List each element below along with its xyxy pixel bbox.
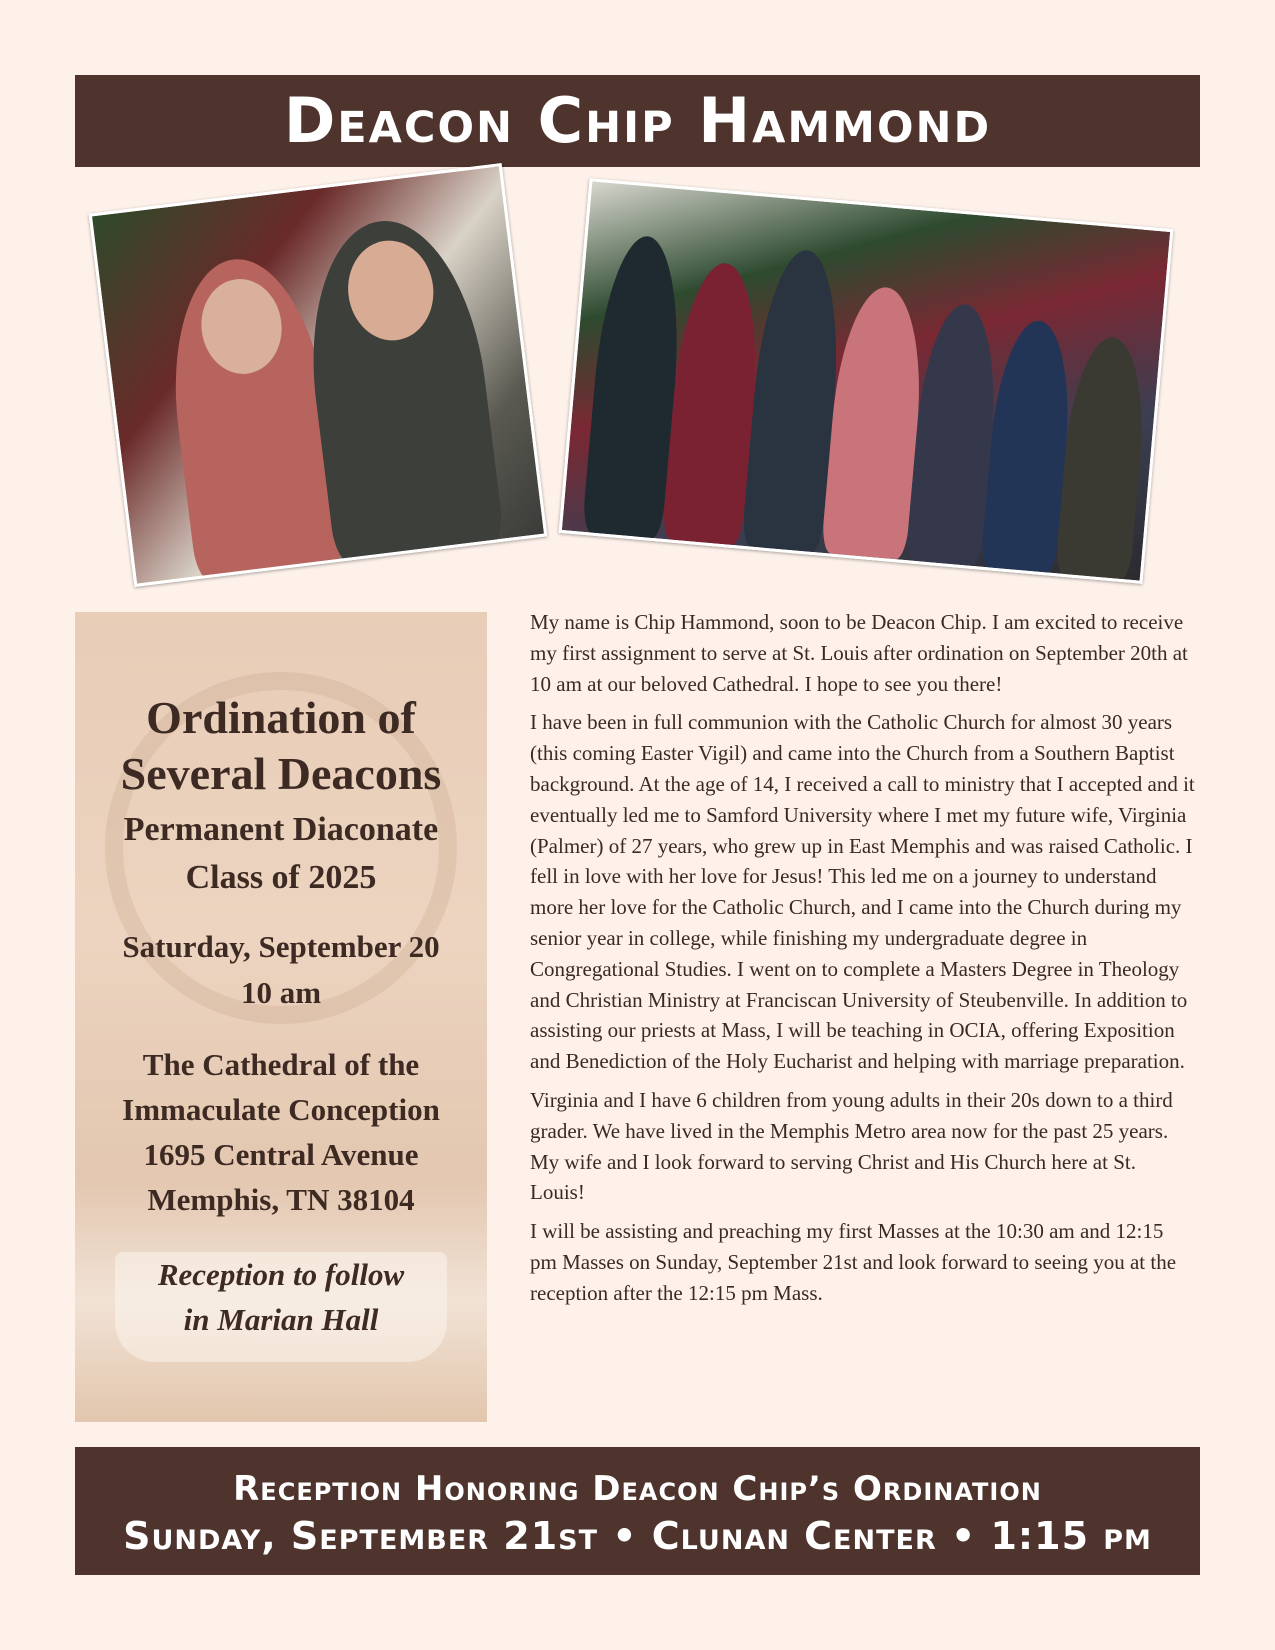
page-title: Deacon Chip Hammond — [283, 84, 992, 157]
reception-title: Reception Honoring Deacon Chip’s Ordination — [233, 1469, 1042, 1509]
bio-text — [530, 607, 1195, 1317]
reception-details: Sunday, September 21st • Clunan Center • 1:15 pm — [123, 1514, 1152, 1558]
ordination-date: Saturday, September 20 10 am — [122, 929, 440, 1010]
couple-photo — [89, 163, 548, 587]
diaconate-class: Permanent Diaconate Class of 2025 — [123, 811, 439, 896]
header-banner — [75, 75, 1200, 167]
family-member-7 — [1055, 334, 1151, 580]
bio-paragraph: I will be assisting and preaching my first Masses at the 10:30 am and 12:15 pm Masses on Sunday, September 21st and look forward to seeing you at the reception after the 12:15 pm Mass. — [530, 1219, 1177, 1305]
ordination-location: The Cathedral of the Immaculate Conception 1695 Central Avenue Memphis, TN 38104 — [122, 1047, 440, 1217]
reception-note: Reception to follow in Marian Hall — [157, 1257, 405, 1337]
bio-paragraph: Virginia and I have 6 children from young adults in their 20s down to a third grader. We have lived in the Memphis Metro area now for the past 25 years. My wife and I look forward to serving Christ and His Church here at St. Louis! — [530, 1087, 1173, 1205]
bio-paragraph: I have been in full communion with the Catholic Church for almost 30 years (this coming Easter Vigil) and came into the Church from a Southern Baptist background. At the age of 14, I received a call to ministry that I accepted and it eventually led me to Samford University where I met my future wife, Virginia (Palmer) of 27 years, who grew up in East Memphis and was raised Catholic. I fell in love with her love for Jesus! This led me on a journey to understand more her love for the Catholic Church, and I came into the Church during my senior year in college, while finishing my undergraduate degree in Congregational Studies. I went on to complete a Masters Degree in Theology and Christian Ministry at Franciscan University of Steubenville. In addition to assisting our priests at Mass, I will be teaching in OCIA, offering Exposition and Benediction of the Holy Eucharist and helping with marriage preparation. — [530, 710, 1195, 1074]
bio-paragraph: My name is Chip Hammond, soon to be Deacon Chip. I am excited to receive my first assignment to serve at St. Louis after ordination on September 20th at 10 am at our beloved Cathedral. I hope to see you there! — [530, 610, 1188, 696]
ordination-heading: Ordination of Several Deacons — [120, 692, 442, 799]
reception-banner — [75, 1447, 1200, 1575]
ordination-event-card — [75, 612, 487, 1422]
family-photo — [559, 178, 1174, 584]
